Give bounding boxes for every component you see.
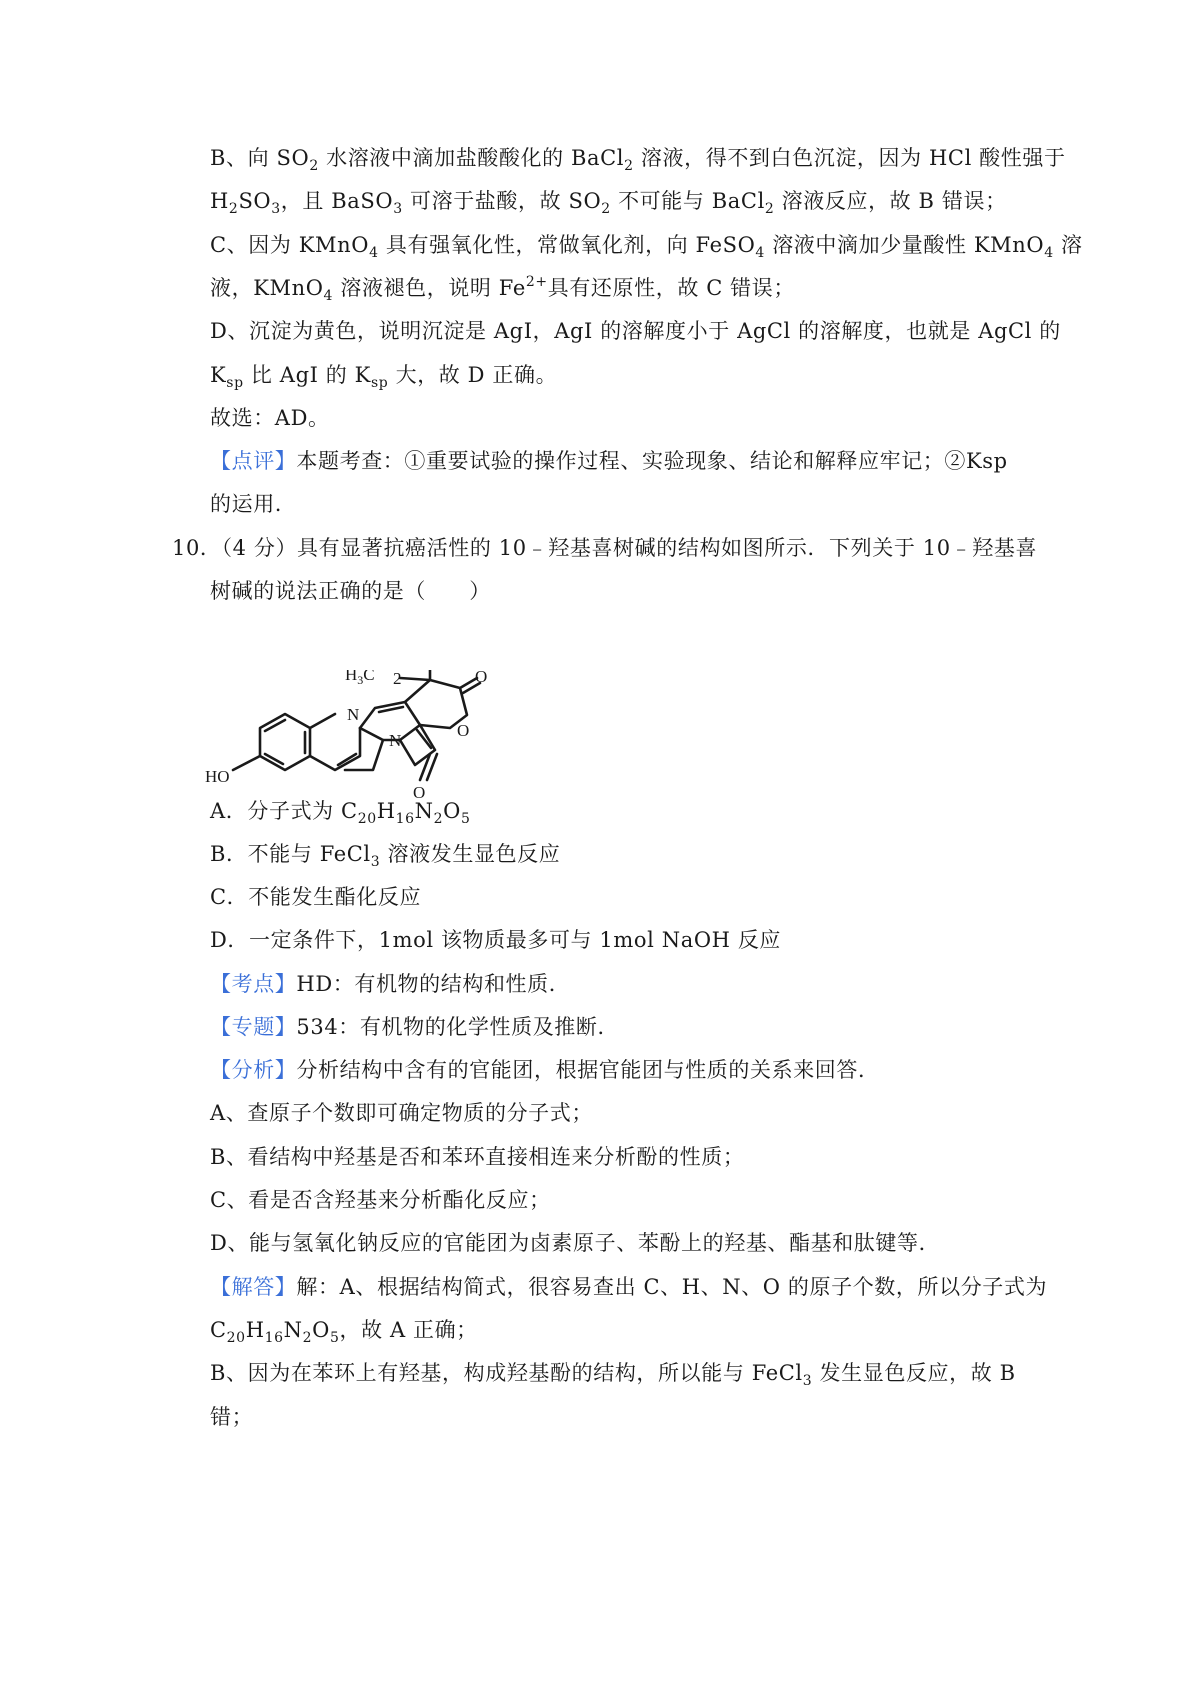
text-run: N [283,1318,303,1342]
section-tag: 【分析】 [210,1058,297,1082]
text-line [210,1142,1050,1172]
text-run: 534：有机物的化学性质及推断． [296,1015,620,1039]
text-run: 大，故 D 正确。 [388,363,558,387]
subscript: 2 [228,201,239,217]
o-label: O [413,783,426,802]
text-run: 溶液褪色，说明 Fe [333,276,526,300]
subscript: 16 [395,811,415,827]
text-line [210,489,1050,519]
subscript: sp [370,375,389,391]
text-run: C．不能发生酯化反应 [210,885,422,909]
o-label: O [457,721,470,740]
option-d [210,925,1050,955]
subscript: 2 [624,158,634,174]
subscript: 3 [802,1373,813,1389]
ho-label: HO [205,767,230,786]
n-label: N [347,705,360,724]
text-line [210,1185,1050,1215]
text-run: 故选：AD。 [210,406,330,430]
text-run: C、看是否含羟基来分析酯化反应； [210,1188,551,1212]
subscript: sp [226,375,244,391]
subscript: 2 [764,201,775,217]
text-run: O [443,799,461,823]
comment-line [210,446,1050,476]
text-run: 液，KMnO [210,276,324,300]
text-run: A、查原子个数即可确定物质的分子式； [210,1101,593,1125]
text-line [210,360,1050,390]
kaodian-line [210,969,1050,999]
text-run: H [376,799,396,823]
text-run: ，故 A 正确； [339,1318,478,1342]
subscript: 4 [755,245,765,261]
jieda-line [210,1272,1050,1302]
text-run: HD：有机物的结构和性质． [296,972,571,996]
subscript: 2 [433,811,444,827]
text-line [210,273,1050,303]
text-run: 溶液，得不到白色沉淀，因为 HCl 酸性强于 [633,146,1066,170]
subscript: 20 [226,1330,246,1346]
text-run: 的运用. [210,492,283,516]
text-line [210,230,1083,261]
text-run: ，且 BaSO [280,189,394,213]
text-run: N [414,799,434,823]
zhuanti-line [210,1012,1050,1042]
text-line [210,316,1061,346]
text-run: H [210,189,229,213]
text-line [210,1358,1050,1388]
text-run: B、向 SO [210,146,310,170]
question-stem [172,533,1050,563]
superscript: 2+ [525,274,548,290]
subscript: 3 [370,854,381,870]
text-run: A．分子式为 C [210,799,358,823]
text-run: D、能与氢氧化钠反应的官能团为卤素原子、苯酚上的羟基、酯基和肽键等． [210,1231,941,1255]
subscript: 16 [264,1330,284,1346]
option-a [210,796,1050,826]
text-run: H [245,1318,265,1342]
section-tag: 【考点】 [210,972,297,996]
text-run: D、沉淀为黄色，说明沉淀是 AgI，AgI 的溶解度小于 AgCl 的溶解度，也就是 AgCl 的 [210,319,1061,343]
subscript: 4 [323,288,334,304]
text-run: C、因为 KMnO [210,233,370,257]
h3c-label: $H_3C$ [345,670,375,687]
subscript: 20 [357,811,377,827]
text-run: 发生显色反应，故 B [812,1361,1016,1385]
text-run: 具有强氧化性，常做氧化剂，向 FeSO [378,233,756,257]
text-run: B、因为在苯环上有羟基，构成羟基酚的结构，所以能与 FeCl [210,1361,803,1385]
text-run: 比 AgI 的 K [243,363,371,387]
text-run: 溶液反应，故 B 错误； [774,189,1007,213]
subscript: 3 [271,201,281,217]
text-run: 溶液中滴加少量酸性 KMnO [764,233,1045,257]
section-tag: 【专题】 [210,1015,297,1039]
text-line [210,186,1050,216]
subscript: 2 [601,201,611,217]
text-line [210,1315,1050,1345]
text-run: 错； [210,1405,254,1429]
text-run: 解：A、根据结构简式，很容易查出 C、H、N、O 的原子个数，所以分子式为 [296,1275,1048,1299]
text-run: SO [238,189,272,213]
option-b [210,839,1050,869]
subscript: 5 [329,1330,340,1346]
fenxi-line [210,1055,1050,1085]
text-line [210,1098,1050,1128]
o-label: O [475,670,488,686]
text-run: 溶液发生显色反应 [380,842,561,866]
n-label: N [389,731,402,750]
text-run: 本题考查：①重要试验的操作过程、实验现象、结论和解释应牢记；②Ksp [296,449,1008,473]
text-line [210,403,1050,433]
subscript: 2 [302,1330,313,1346]
text-run: C [210,1318,227,1342]
text-run: 具有还原性，故 C 错误； [547,276,795,300]
text-line [210,1228,1050,1258]
subscript: 5 [461,811,471,827]
marker-label: 2 [393,670,402,688]
text-line [210,1402,1050,1432]
text-run: 不可能与 BaCl [610,189,765,213]
text-run: 水溶液中滴加盐酸酸化的 BaCl [318,146,625,170]
subscript: 2 [309,158,319,174]
section-tag: 【点评】 [210,449,297,473]
subscript: 4 [369,245,379,261]
text-run: 可溶于盐酸，故 SO [402,189,602,213]
text-line [210,143,1066,174]
text-run: 10．（4 分）具有显著抗癌活性的 10﹣羟基喜树碱的结构如图所示．下列关于 10﹣羟基喜 [172,536,1038,560]
question-stem [210,576,1050,606]
subscript: 4 [1044,245,1054,261]
option-c [210,882,1050,912]
text-run: 溶 [1053,233,1083,257]
text-run: O [312,1318,330,1342]
text-run: 分析结构中含有的官能团，根据官能团与性质的关系来回答． [296,1058,880,1082]
text-run: D．一定条件下，1mol 该物质最多可与 1mol NaOH 反应 [210,928,782,952]
text-run: B．不能与 FeCl [210,842,371,866]
text-run: B、看结构中羟基是否和苯环直接相连来分析酚的性质； [210,1145,745,1169]
subscript: 3 [393,201,403,217]
text-run: 树碱的说法正确的是（ ） [210,579,491,603]
section-tag: 【解答】 [210,1275,297,1299]
text-run: K [210,363,227,387]
